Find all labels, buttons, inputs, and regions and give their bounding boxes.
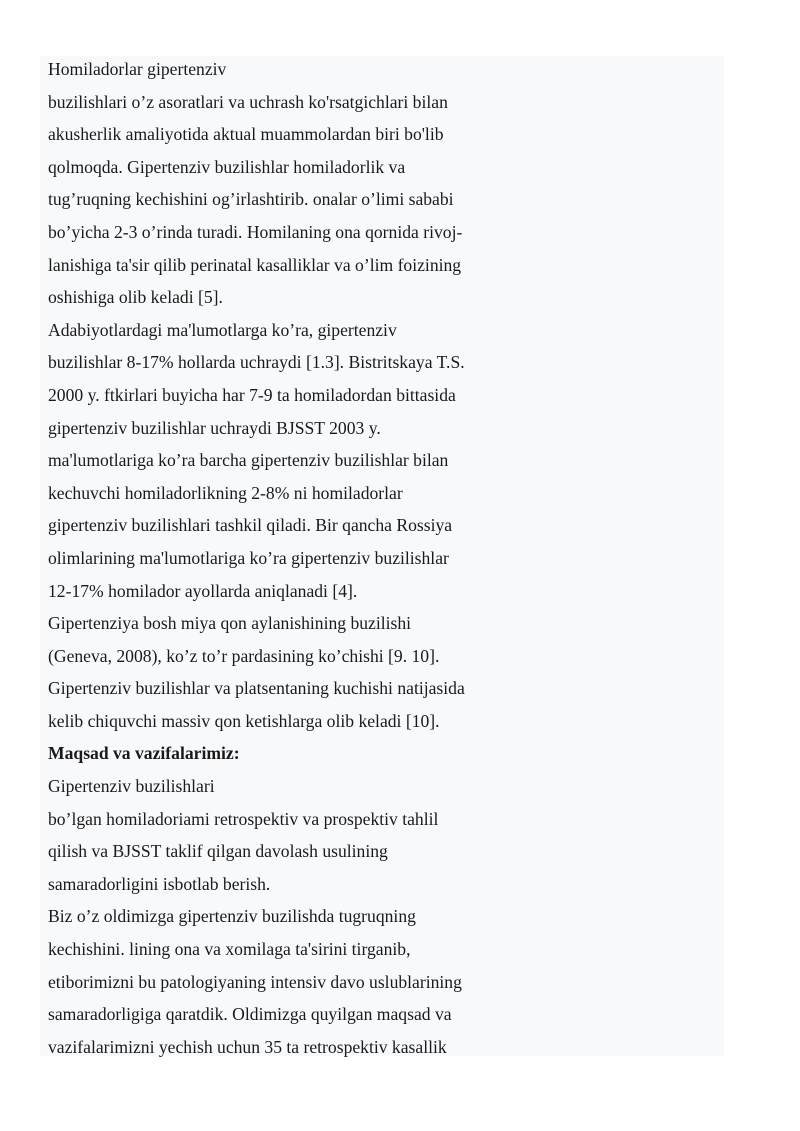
paragraph-line: qilish va BJSST taklif qilgan davolash usulining	[48, 841, 388, 862]
paragraph-line: kechuvchi homiladorlikning 2-8% ni homiladorlar	[48, 482, 403, 503]
paragraph-line: oshishiga olib keladi [5].	[48, 287, 223, 308]
paragraph-line: gipertenziv buzilishlari tashkil qiladi. Bir qancha Rossiya	[48, 515, 453, 536]
paragraph-line: lanishiga ta'sir qilib perinatal kasalliklar va o’lim foizining	[48, 254, 462, 275]
paragraph-line: samaradorligini isbotlab berish.	[48, 873, 271, 894]
paragraph-line: akusherlik amaliyotida aktual muammolardan biri bo'lib	[48, 124, 444, 145]
paragraph-line: Gipertenziv buzilishlari	[48, 776, 215, 797]
paragraph-line: kelib chiquvchi massiv qon ketishlarga olib keladi [10].	[48, 710, 440, 731]
paragraph-line: buzilishlar 8-17% hollarda uchraydi [1.3]. Bistritskaya T.S.	[48, 352, 465, 373]
paragraph-line: 2000 y. ftkirlari buyicha har 7-9 ta homiladordan bittasida	[48, 384, 456, 405]
paragraph-line: Gipertenziya bosh miya qon aylanishining buzilishi	[48, 613, 412, 634]
paragraph-line: samaradorligiga qaratdik. Oldimizga quyilgan maqsad va	[48, 1004, 452, 1025]
paragraph-line: bo’lgan homiladoriami retrospektiv va prospektiv tahlil	[48, 808, 439, 829]
section-heading: Maqsad va vazifalarimiz:	[48, 743, 240, 764]
paragraph-line: Adabiyotlardagi ma'lumotlarga ko’ra, gipertenziv	[48, 319, 397, 340]
paragraph-line: buzilishlari o’z asoratlari va uchrash ko'rsatgichlari bilan	[48, 91, 448, 112]
paragraph-line: tug’ruqning kechishini og’irlashtirib. onalar o’limi sababi	[48, 189, 454, 210]
paragraph-line: (Geneva, 2008), ko’z to’r pardasining ko’chishi [9. 10].	[48, 645, 440, 666]
paragraph-line: Gipertenziv buzilishlar va platsentaning kuchishi natijasida	[48, 678, 465, 699]
paragraph-line: gipertenziv buzilishlar uchraydi BJSST 2003 y.	[48, 417, 381, 438]
document-body	[48, 53, 728, 1063]
paragraph-line: etiborimizni bu patologiyaning intensiv davo uslublarining	[48, 971, 462, 992]
paragraph-line: Biz o’z oldimizga gipertenziv buzilishda tugruqning	[48, 906, 416, 927]
paragraph-line: ma'lumotlariga ko’ra barcha gipertenziv buzilishlar bilan	[48, 450, 449, 471]
paragraph-line: olimlarining ma'lumotlariga ko’ra gipertenziv buzilishlar	[48, 547, 449, 568]
paragraph-line: vazifalarimizni yechish uchun 35 ta retrospektiv kasallik	[48, 1036, 447, 1057]
paragraph-line: kechishini. lining ona va xomilaga ta'sirini tirganib,	[48, 939, 411, 960]
paragraph-line: bo’yicha 2-3 o’rinda turadi. Homilaning ona qornida rivoj-	[48, 221, 463, 242]
paragraph-line: 12-17% homilador ayollarda aniqlanadi [4].	[48, 580, 358, 601]
paragraph-line: qolmoqda. Gipertenziv buzilishlar homiladorlik va	[48, 156, 406, 177]
paragraph-line: Homiladorlar gipertenziv	[48, 59, 227, 79]
